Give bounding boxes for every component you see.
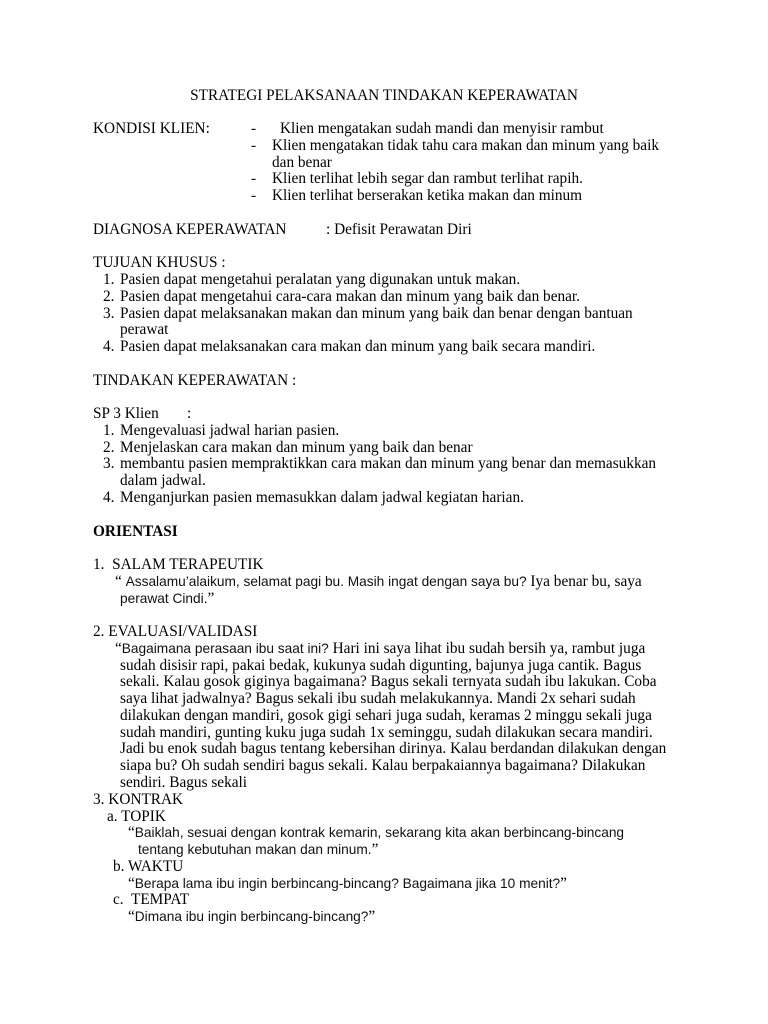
list-number: 2.: [103, 438, 115, 456]
list-number: 1.: [103, 271, 115, 289]
open-quote: “: [128, 824, 135, 842]
sp3-label: SP 3 Klien: [93, 405, 159, 423]
document-title: STRATEGI PELAKSANAAN TINDAKAN KEPERAWATAN: [190, 86, 578, 104]
diagnosa-row: [0, 222, 768, 239]
open-quote: “: [128, 874, 135, 892]
dialogue-text: Dimana ibu ingin berbincang-bincang?: [134, 909, 369, 925]
list-number: 3.: [103, 304, 115, 322]
list-number: 4.: [103, 488, 115, 506]
tujuan-item-1: [0, 272, 768, 289]
document-body: [0, 88, 768, 926]
open-quote: “: [128, 908, 135, 926]
diagnosa-label: DIAGNOSA KEPERAWATAN: [93, 220, 287, 238]
sp3-item-1: [0, 423, 768, 440]
kondisi-klien-row-3: [0, 171, 768, 188]
evaluasi-line-3: [0, 674, 768, 691]
waktu-label: b. WAKTU: [113, 857, 184, 875]
topik-text-line: [138, 842, 378, 859]
kondisi-item-text: Klien terlihat lebih segar dan rambut terlihat rapih.: [272, 170, 583, 188]
dialogue-text: perawat Cindi.: [120, 590, 208, 606]
bullet-dash: -: [251, 187, 257, 205]
salam-text-line: [115, 574, 642, 591]
list-item-text: Menjelaskan cara makan dan minum yang baik dan benar: [120, 438, 473, 456]
dialogue-text: sudah disisir rapi, pakai bedak, kukunya sudah digunting, bajunya juga cantik. Bagus: [120, 656, 642, 674]
dialogue-text: Hari ini saya lihat ibu sudah bersih ya, rambut juga: [328, 639, 646, 657]
list-item-text: Pasien dapat melaksanakan makan dan minum yang baik dan benar dengan bantuan: [120, 304, 633, 322]
kontrak-heading: 3. KONTRAK: [93, 790, 184, 808]
topik-line-2: [0, 842, 768, 859]
tempat-label: c. TEMPAT: [113, 891, 190, 909]
sp3-colon: :: [187, 405, 192, 423]
list-number: 4.: [103, 338, 115, 356]
dialogue-text: Iya benar bu, saya: [526, 572, 642, 590]
kondisi-klien-row-4: [0, 188, 768, 205]
evaluasi-heading-row: [0, 624, 768, 641]
tujuan-item-4: [0, 339, 768, 356]
evaluasi-line-7: [0, 741, 768, 758]
sp3-heading-row: [0, 406, 768, 423]
evaluasi-line-2: [0, 658, 768, 675]
tindakan-heading-row: [0, 373, 768, 390]
list-item-text: Pasien dapat melaksanakan cara makan dan minum yang baik secara mandiri.: [120, 338, 596, 356]
list-item-text: Pasien dapat mengetahui cara-cara makan dan minum yang baik dan benar.: [120, 287, 580, 305]
evaluasi-line-4: [0, 691, 768, 708]
close-quote: ”: [371, 841, 379, 859]
dialogue-text: Berapa lama ibu ingin berbincang-bincang? Bagaimana jika 10 menit?: [134, 875, 561, 891]
waktu-text-line: [128, 876, 567, 893]
close-quote: ”: [560, 874, 567, 892]
dialogue-text: sekali. Kalau gosok giginya bagaimana? Bagus sekali ternyata sudah ibu lakukan. Coba: [120, 673, 657, 691]
salam-text-line: [120, 591, 214, 608]
dialogue-text: Assalamu’alaikum, selamat pagi bu. Masih ingat dengan saya bu?: [125, 573, 527, 589]
kondisi-klien-row-2-cont: [0, 155, 768, 172]
list-number: 1.: [103, 421, 115, 439]
list-item-text: Pasien dapat mengetahui peralatan yang digunakan untuk makan.: [120, 271, 521, 289]
list-number: 2.: [103, 287, 115, 305]
dialogue-text: Jadi bu enok sudah bagus tentang kebersihan dirinya. Kalau berdandan dilakukan dengan: [120, 740, 667, 758]
tempat-line-1: [0, 909, 768, 926]
bullet-dash: -: [251, 170, 257, 188]
evaluasi-line-6: [0, 725, 768, 742]
orientasi-heading: ORIENTASI: [93, 522, 178, 540]
sp3-item-3: [0, 456, 768, 473]
open-quote: “: [115, 572, 126, 590]
salam-line-2: [0, 591, 768, 608]
list-item-text-cont: dalam jadwal.: [120, 472, 206, 490]
tujuan-item-2: [0, 289, 768, 306]
tempat-label-row: [0, 892, 768, 909]
topik-text-line: [128, 825, 624, 842]
orientasi-heading-row: [0, 524, 768, 541]
bullet-dash: -: [251, 120, 257, 138]
dialogue-text: sendiri. Bagus sekali: [120, 773, 248, 791]
topik-label: a. TOPIK: [107, 807, 166, 825]
list-item-text: Mengevaluasi jadwal harian pasien.: [120, 421, 340, 439]
topik-label-row: [0, 809, 768, 826]
salam-line-1: [0, 574, 768, 591]
title-line: [0, 88, 768, 105]
salam-heading: 1. SALAM TERAPEUTIK: [93, 556, 264, 574]
sp3-item-3-cont: [0, 473, 768, 490]
close-quote: ”: [207, 589, 215, 607]
tujuan-item-3-cont: [0, 322, 768, 339]
kondisi-item-text: Klien mengatakan tidak tahu cara makan dan minum yang baik: [272, 136, 659, 154]
diagnosa-value: : Defisit Perawatan Diri: [326, 220, 472, 238]
evaluasi-text-line: [115, 641, 645, 658]
bullet-dash: -: [251, 136, 257, 154]
evaluasi-line-5: [0, 708, 768, 725]
dialogue-text: siapa bu? Oh sudah sendiri bagus sekali. Kalau berpakaiannya bagaimana? Dilakukan: [120, 757, 646, 775]
dialogue-text: dilakukan dengan mandiri, gosok gigi sehari juga sudah, keramas 2 minggu sekali juga: [120, 706, 652, 724]
list-item-text: membantu pasien mempraktikkan cara makan dan minum yang benar dan memasukkan: [120, 455, 657, 473]
open-quote: “: [115, 639, 122, 657]
list-item-text-cont: perawat: [120, 321, 169, 339]
dialogue-text: Baiklah, sesuai dengan kontrak kemarin, sekarang kita akan berbincang-bincang: [134, 825, 625, 841]
kondisi-klien-row-1: [0, 121, 768, 138]
topik-line-1: [0, 825, 768, 842]
kondisi-item-text: Klien terlihat berserakan ketika makan dan minum: [272, 187, 583, 205]
kondisi-item-text-cont: dan benar: [272, 153, 332, 171]
kondisi-klien-label: KONDISI KLIEN:: [93, 120, 210, 138]
waktu-label-row: [0, 859, 768, 876]
close-quote: ”: [368, 908, 376, 926]
tempat-text-line: [128, 909, 375, 926]
tujuan-khusus-heading: TUJUAN KHUSUS :: [93, 254, 226, 272]
dialogue-text: saya lihat jadwalnya? Bagus sekali ibu sudah melakukannya. Mandi 2x sehari sudah: [120, 690, 636, 708]
dialogue-text: Bagaimana perasaan ibu saat ini?: [121, 640, 329, 656]
dialogue-text: tentang kebutuhan makan dan minum.: [138, 842, 372, 858]
list-item-text: Menganjurkan pasien memasukkan dalam jadwal kegiatan harian.: [120, 488, 524, 506]
evaluasi-heading: 2. EVALUASI/VALIDASI: [93, 623, 258, 641]
evaluasi-line-9: [0, 775, 768, 792]
salam-heading-row: [0, 557, 768, 574]
dialogue-text: sudah mandiri, gunting kuku juga sudah 1x seminggu, sudah dilakukan secara mandiri.: [120, 723, 653, 741]
kondisi-klien-row-2: [0, 138, 768, 155]
list-number: 3.: [103, 455, 115, 473]
sp3-item-4: [0, 490, 768, 507]
evaluasi-line-8: [0, 758, 768, 775]
evaluasi-line-1: [0, 641, 768, 658]
waktu-line-1: [0, 876, 768, 893]
kontrak-heading-row: [0, 792, 768, 809]
tujuan-item-3: [0, 306, 768, 323]
sp3-item-2: [0, 440, 768, 457]
tindakan-heading: TINDAKAN KEPERAWATAN :: [93, 371, 297, 389]
tujuan-khusus-heading-row: [0, 255, 768, 272]
kondisi-item-text: Klien mengatakan sudah mandi dan menyisir rambut: [280, 120, 604, 138]
